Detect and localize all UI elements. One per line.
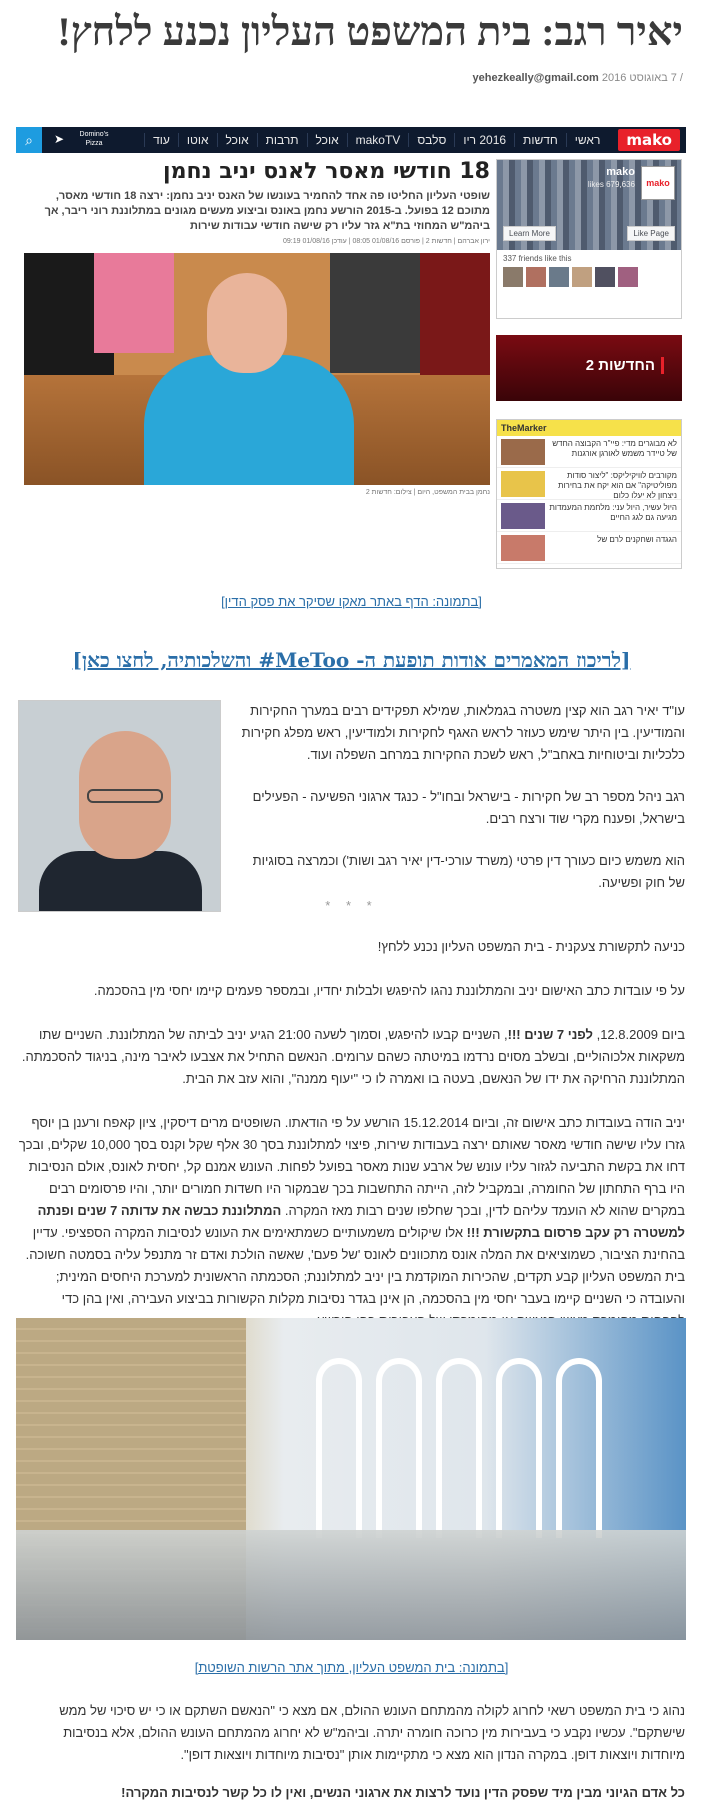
news2-label: החדשות 2 xyxy=(586,357,664,374)
nav-item: עוד xyxy=(144,133,178,147)
fb-faces xyxy=(497,267,681,287)
arch xyxy=(496,1358,542,1538)
themarker-logo: TheMarker xyxy=(497,420,681,436)
list-item-text: מקורבים לוויקיליקס: "ליצור סודות מפוליטיקה" אם הוא יקח את בחירות ניצחון לא יעלו כלום xyxy=(557,471,677,500)
body-text: אלו שיקולים משמעותיים כשמתאימים את העונש לנסיבות המקרה הספציפי. עדיין בהחינת הציבור, כשמוציאים את המלה אונס מתכוונים לאונס 'של פעם', שאשה הולכת ואדם זר מתנפל עליה בסמטה חשוכה. בית המשפט העליון קבע תקדים, שהכירות המוקדמת בין יניב למתלוננת; הסכמתה הראשונית למערכת היחסים המינית; והעובדה כי השניים קיימו בעבר יחסי מין בהסכמה, הן אינן בגדר נסיבות מקלות הקשורות בביצוע העבירה, ואין בהן כדי xyxy=(25,1225,685,1306)
photo-figure xyxy=(94,253,174,353)
thumbnail xyxy=(501,535,545,561)
supreme-court-photo xyxy=(16,1318,686,1640)
nav-item: אוכל xyxy=(307,133,347,147)
avatar xyxy=(549,267,569,287)
facebook-widget xyxy=(496,159,682,319)
photo-glasses xyxy=(87,789,163,803)
author-photo xyxy=(18,700,221,912)
fb-learn-button: Learn More xyxy=(503,226,556,241)
nav-item: ראשי xyxy=(566,133,609,147)
mako-fb-logo: mako xyxy=(641,166,675,200)
mako-nav-bar xyxy=(16,127,686,153)
arch xyxy=(376,1358,422,1538)
thumbnail xyxy=(501,471,545,497)
photo-person-head xyxy=(207,273,287,373)
arch xyxy=(556,1358,602,1538)
body-text: ביום 12.8.2009, xyxy=(592,1027,685,1042)
article-body xyxy=(18,936,685,1354)
nav-item: תרבות xyxy=(257,133,307,147)
avatar xyxy=(503,267,523,287)
body-paragraph xyxy=(18,1024,685,1090)
nav-item: אוכל xyxy=(217,133,257,147)
caption-text: ] xyxy=(194,1660,199,1675)
post-date: / 7 באוגוסט 2016 xyxy=(601,72,683,84)
dominos-logo: Domino's Pizza xyxy=(79,131,109,147)
thumbnail xyxy=(501,439,545,465)
photo-person-shirt xyxy=(144,355,354,485)
article-title: 18 חודשי מאסר לאנס יניב נחמן xyxy=(163,159,490,184)
article-conclusion xyxy=(18,1700,685,1818)
list-item-text: לא מבוגרים מדי: פיי"ר הקבוצה החדש של טיידר משמש לאורגן אורגנות xyxy=(552,439,677,458)
list-item xyxy=(497,468,681,500)
body-text: יניב הודה בעובדות כתב אישום זה, וביום 15.12.2014 הורשע על פי הודאתו. השופטים מרים דיסקין, ציון קאפח ורענן בן יוסף גזרו עליו שישה חודשי מאסר שאותם ירצה בעבודות שירות, פיצוי למתלוננת בסך 30 אלף שקל וקנס בסך 10,000 שקלים, ובכך דחו את בקשת התביעה לגזור עליו עונש של ארבע שנות מאסר בפועל לפחות. העונש אמנם קל, יחסית לאונס, אולם הנסיבות היו ברף התחתון של החומרה, ובמקביל לזה, הייתה התחשבות בכך שבמקור היו חשדות חמורים יותר, והיו פרסומים רבים במקרים שהוא לא הועמד עליהם לדין, ובכך שחלפו שנים רבות מאז המקרה. xyxy=(18,1115,685,1218)
body-paragraph: נהוג כי בית המשפט רשאי לחרוג לקולה מהמתחם העונש ההולם, אם מצא כי "הנאשם השתקם או כי יש סיכוי של ממש שישתקם". עכשיו נקבע כי בעבירות מין כרוכה חומרה יתרה. וביהמ"ש לא יחרוג מהמתחם העונש ההולם, אלא בנסיבות מיוחדות ויוצאות דופן. במקרה הנדון הוא מצא כי מתקיימות אותן "נסיבות מיוחדות ויוצאות דופן". xyxy=(59,1703,685,1762)
body-text: , השניים קבעו להיפגש, וסמוך לשעה 21:00 הגיע יניב לביתה של המתלוננת. השניים שתו משקאות אלכוהוליים, ובשלב מסוים נרדמו במיטתה כשהם ערומים. הנאשם התחיל את אצבעו לאיבר מינה, בניגוד להסכמתה. המתלוננת הרחיקה את ידו של הנאשם, בעטה בו ואמרה לו כי "יעוף ממנה", והוא עזב את הבית. xyxy=(21,1027,685,1086)
metoo-link[interactable]: [לריכוז המאמרים אודות תופעת ה- MeToo# והשלכותיה, לחצו כאן] xyxy=(72,648,631,672)
body-emphasis: לפני 7 שנים !!! xyxy=(507,1027,593,1042)
search-icon: ⌕ xyxy=(16,127,42,153)
news2-banner xyxy=(496,335,682,401)
telegram-icon: ➤ xyxy=(53,132,64,146)
section-divider: * * * xyxy=(325,898,378,913)
fb-page-name: mako xyxy=(606,166,635,178)
marble-floor xyxy=(16,1530,686,1640)
photo-figure xyxy=(330,253,430,373)
avatar xyxy=(572,267,592,287)
arch xyxy=(316,1358,362,1538)
post-meta xyxy=(20,72,683,88)
fb-likes: 679,636 likes xyxy=(587,180,635,189)
mako-sidebar xyxy=(496,159,682,569)
list-item xyxy=(497,500,681,532)
facebook-cover xyxy=(497,160,681,250)
body-paragraph xyxy=(18,1112,685,1332)
bio-paragraph: הוא משמש כיום כעורך דין פרטי (משרד עורכי-דין יאיר רגב ושות') וכמרצה בסוגיות של חוק ופשיעה. xyxy=(252,853,685,890)
article-photo xyxy=(24,253,490,485)
caption-text: [בתמונה: בית המשפט העליון, xyxy=(345,1660,509,1675)
avatar xyxy=(618,267,638,287)
author-bio xyxy=(235,700,685,914)
bio-paragraph: עו"ד יאיר רגב הוא קצין משטרה בגמלאות, שמילא תפקידים רבים במערך החקירות והמודיעין. בין היתר שימש כעוזר לראש האגף לחקירות ולמודיעין, ראש מפלג חקירות כלכליות וביטוחיות באחב"ל, ראש לשכת החקירות במרחב השפלה ועוד. xyxy=(241,703,685,762)
mako-logo: mako xyxy=(618,129,680,151)
nav-item: 2016 ריו xyxy=(454,133,514,147)
body-paragraph: על פי עובדות כתב האישום יניב והמתלוננת נהגו להיפגש ולבלות יחדיו, ובמספר פעמים קיימו יחסי מין בהסכמה. xyxy=(93,983,685,998)
fb-like-button: Like Page xyxy=(627,226,675,241)
thumbnail xyxy=(501,503,545,529)
nav-item: אוטו xyxy=(178,133,217,147)
article-photo-caption: נחמן בבית המשפט, היום | צילום: חדשות 2 xyxy=(365,489,490,496)
nav-item: חדשות xyxy=(514,133,566,147)
image-caption-2 xyxy=(0,1660,703,1675)
avatar xyxy=(595,267,615,287)
article-byline: ירון אברהם | חדשות 2 | פורסם 01/08/16 08:05 | עודכן 01/08/16 09:19 xyxy=(283,238,490,245)
image-caption-1[interactable] xyxy=(0,594,703,609)
caption-link[interactable]: [בתמונה: הדף באתר מאקו שסיקר את פסק הדין] xyxy=(221,594,482,609)
mako-screenshot xyxy=(16,127,686,573)
mako-article xyxy=(24,159,490,496)
nav-item: makoTV xyxy=(347,133,409,147)
caption-source-link[interactable]: מתוך אתר הרשות השופטת xyxy=(198,1660,346,1675)
list-item xyxy=(497,532,681,564)
list-item xyxy=(497,436,681,468)
body-paragraph: כניעה לתקשורת צעקנית - בית המשפט העליון נכנע ללחץ! xyxy=(377,939,685,954)
bio-paragraph: רגב ניהל מספר רב של חקירות - בישראל ובחו"ל - כנגד ארגוני הפשיעה - הפעילים בישראל, ופענח מקרי שוד ורצח רבים. xyxy=(252,789,685,826)
author-email[interactable]: yehezkeally@gmail.com xyxy=(472,72,599,84)
themarker-widget xyxy=(496,419,682,569)
list-item-text: הגגדה ושחקנים לרם של xyxy=(597,535,677,544)
list-item-text: היול עשיר, היול עני: מלחמת המעמדות מגיעה גם לגג החיים xyxy=(549,503,677,522)
post-title: יאיר רגב: בית המשפט העליון נכנע ללחץ! xyxy=(57,9,683,54)
final-statement: כל אדם הגיוני מבין מיד שפסק הדין נועד לרצות את ארגוני הנשים, ואין לו כל קשר לנסיבות המקרה! xyxy=(121,1785,685,1800)
body-emphasis: המתלוננת כבשה את עדותה 7 שנים ופנתה למשטרה רק עקב פרסום בתקשורת !!! xyxy=(37,1203,685,1240)
avatar xyxy=(526,267,546,287)
nav-item: סלבס xyxy=(408,133,454,147)
article-subtitle: שופטי העליון החליטו פה אחד להחמיר בעונשו של האנס יניב נחמן: ירצה 18 חודשי מאסר, מתוכם 12 בפועל. ב-2015 הורשע נחמן באונס וביצוע מעשים מגונים במתלוננת רוני ריבר, אך ביהמ"ש המחוזי בת"א גזר עליו רק שישה חודשי עבודות שירות xyxy=(44,190,490,232)
fb-friends: 337 friends like this xyxy=(503,254,572,263)
arch xyxy=(436,1358,482,1538)
